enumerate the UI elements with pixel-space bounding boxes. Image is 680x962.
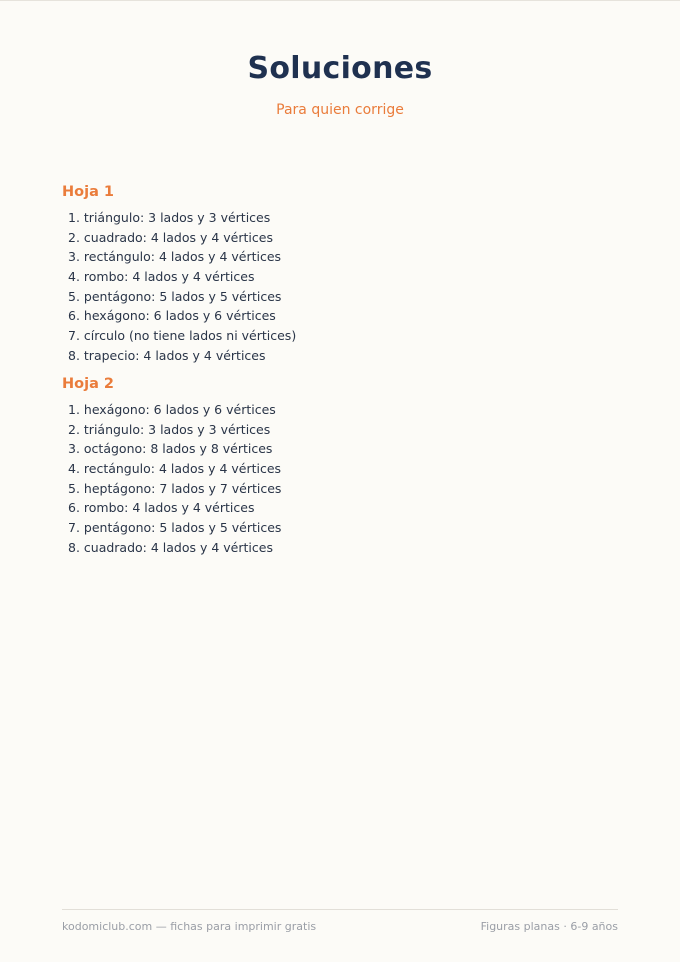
page-title: Soluciones (247, 51, 433, 86)
sheet-2-heading: Hoja 2 (62, 376, 114, 392)
sheet-2-solutions (62, 374, 562, 558)
answer-item: 5. pentágono: 5 lados y 5 vértices (68, 288, 282, 304)
sheet-1-solutions (62, 182, 562, 366)
answer-item: 4. rombo: 4 lados y 4 vértices (68, 269, 255, 285)
answer-item: 7. círculo (no tiene lados ni vértices) (68, 328, 297, 344)
sheet-2-answer-list (62, 400, 562, 558)
answer-item: 4. rectángulo: 4 lados y 4 vértices (68, 461, 282, 477)
answer-item: 3. octágono: 8 lados y 8 vértices (68, 441, 273, 457)
footer-site-text: kodomiclub.com — fichas para imprimir gratis (62, 920, 317, 933)
footer-topic-text: Figuras planas · 6-9 años (480, 920, 618, 933)
footer-divider (62, 909, 618, 910)
answer-item: 3. rectángulo: 4 lados y 4 vértices (68, 249, 282, 265)
answer-item: 2. triángulo: 3 lados y 3 vértices (68, 421, 271, 437)
answer-item: 2. cuadrado: 4 lados y 4 vértices (68, 229, 273, 245)
answer-item: 6. rombo: 4 lados y 4 vértices (68, 500, 255, 516)
answer-item: 7. pentágono: 5 lados y 5 vértices (68, 520, 282, 536)
answer-item: 1. triángulo: 3 lados y 3 vértices (68, 210, 271, 225)
sheet-1-heading: Hoja 1 (62, 184, 114, 200)
answer-item: 8. trapecio: 4 lados y 4 vértices (68, 347, 266, 363)
answer-item: 1. hexágono: 6 lados y 6 vértices (68, 402, 276, 417)
sheet-1-answer-list (62, 208, 562, 366)
answer-item: 5. heptágono: 7 lados y 7 vértices (68, 480, 282, 496)
answer-item: 6. hexágono: 6 lados y 6 vértices (68, 308, 276, 324)
answer-item: 8. cuadrado: 4 lados y 4 vértices (68, 539, 273, 555)
page-subtitle: Para quien corrige (276, 102, 404, 118)
